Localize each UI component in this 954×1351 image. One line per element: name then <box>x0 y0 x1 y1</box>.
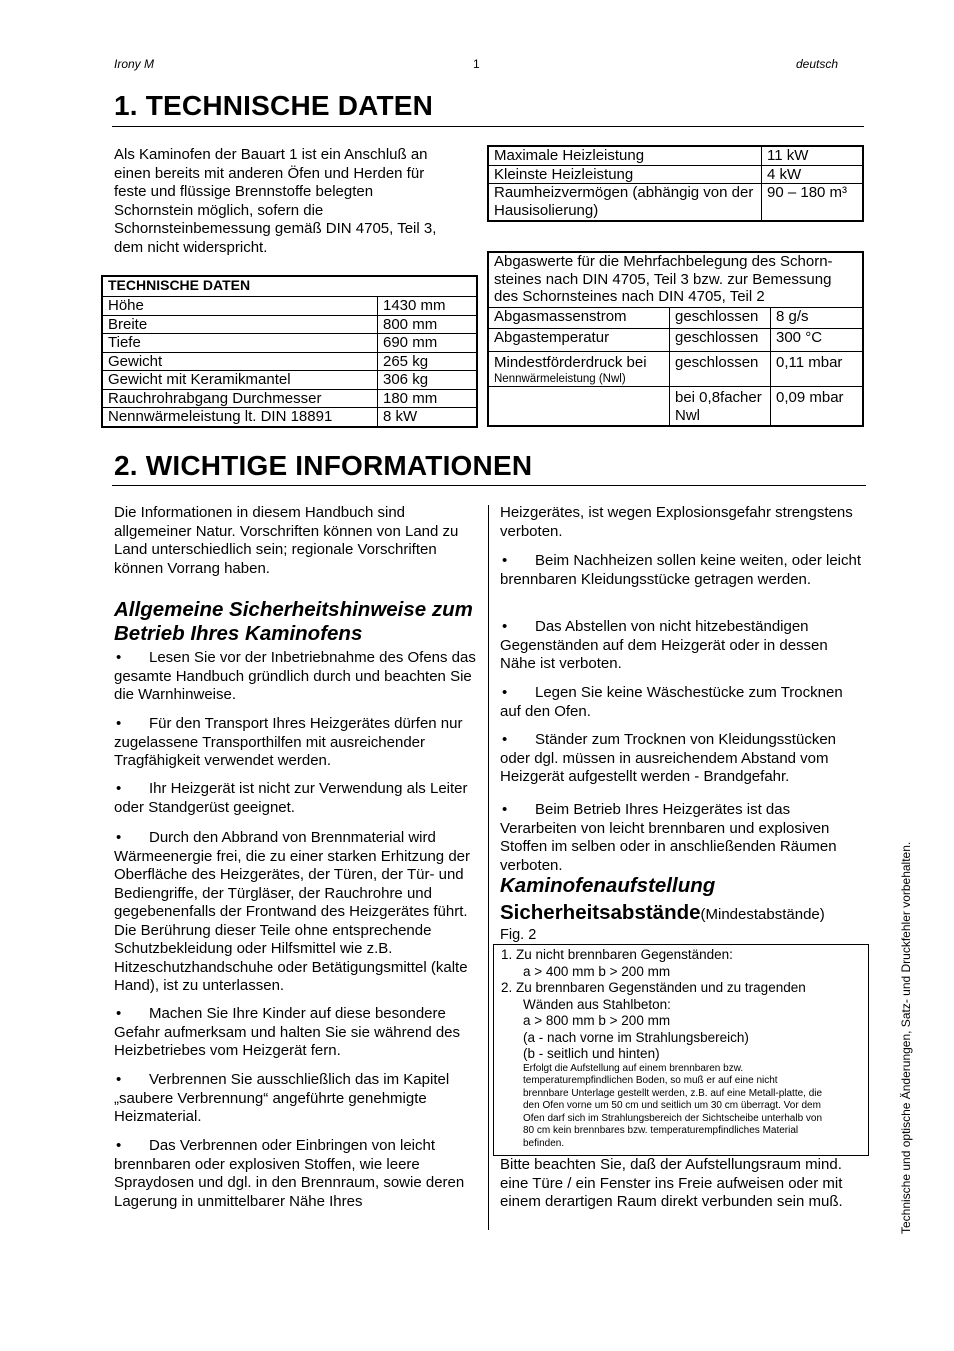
closing-text: Bitte beachten Sie, daß der Aufstellungsraum mind. eine Türe / ein Fenster ins Freie aufweisen oder mit einem derartigen Raum direkt verbunden sein muß. <box>500 1156 843 1210</box>
section1-title: 1. TECHNISCHE DATEN <box>114 90 434 121</box>
exhaust-caption: Abgaswerte für die Mehrfachbelegung des Schorn-steines nach DIN 4705, Teil 3 bzw. zur Bemessung des Schornsteines nach DIN 4705, Teil 2 <box>488 252 863 308</box>
table-row: Nennwärmeleistung lt. DIN 18891 8 kW <box>102 408 477 427</box>
table-row: Höhe 1430 mm <box>102 297 477 316</box>
table-row: Kleinste Heizleistung 4 kW <box>488 165 863 184</box>
table-row: Mindestförderdruck bei Nennwärmeleistung (Nwl) geschlossen 0,11 mbar <box>488 352 863 387</box>
table-row: Abgasmassenstrom geschlossen 8 g/s <box>488 308 863 329</box>
list-item: • Für den Transport Ihres Heizgerätes dürfen nur zugelassene Transporthilfen mit ausreichender Tragfähigkeit verwendet werden. <box>114 715 463 769</box>
section1-intro: Als Kaminofen der Bauart 1 ist ein Anschluß an einen bereits mit anderen Öfen und Herden für feste und flüssige Brennstoffe belegten Schornstein möglich, sofern die Schornsteinbemessung gemäß DIN 4705, Teil 3, dem nicht widerspricht. <box>114 146 437 256</box>
table-row: Raumheizvermögen (abhängig von der Hausisolierung) 90 – 180 m³ <box>488 184 863 222</box>
exhaust-table <box>487 251 864 427</box>
table-row: Tiefe 690 mm <box>102 334 477 353</box>
section2-title: 2. WICHTIGE INFORMATIONEN <box>114 450 533 481</box>
list-item: • Beim Nachheizen sollen keine weiten, oder leicht brennbaren Kleidungsstücke getragen werden. <box>500 552 862 588</box>
list-item: • Das Verbrennen oder Einbringen von leicht brennbaren oder explosiven Stoffen, wie leere Spraydosen und dgl. in den Brennraum, sowie deren Lagerung in unmittelbarer Nähe Ihres <box>114 1137 465 1210</box>
header-product: Irony M <box>114 57 155 71</box>
list-item: • Legen Sie keine Wäschestücke zum Trocknen auf den Ofen. <box>500 684 843 720</box>
fig-label: Fig. 2 <box>500 927 537 943</box>
safety-distance-heading: Sicherheitsabstände(Mindestabstände) <box>500 901 825 924</box>
list-item: • Ihr Heizgerät ist nicht zur Verwendung als Leiter oder Standgerüst geeignet. <box>114 780 468 816</box>
figure-box: 1. Zu nicht brennbaren Gegenständen: a > 400 mm b > 200 mm 2. Zu brennbaren Gegenständen und zu tragenden Wänden aus Stahlbeton: a > 800 mm b > 200 mm (a - nach vorne im Strahlungsbereich) (b - seitlich und hinten) Erfolgt die Aufstellung auf einem brennbaren bzw. temperaturempfindlichen Boden, so muß er auf eine nicht brennbare Unterlage gestellt werden, z.B. auf eine Metall-platte, die den Ofen vorne um 50 cm und seitlich um 30 cm überragt. Vor dem Ofen darf sich im Strahlungsbereich der Sichtscheibe unterhalb von 80 cm kein brennbares bzw. temperaturempfindliches Material befinden. <box>493 944 869 1156</box>
section1-rule <box>112 126 864 127</box>
table-row: Breite 800 mm <box>102 315 477 334</box>
list-item: • Verbrennen Sie ausschließlich das im Kapitel „saubere Verbrennung“ angeführte genehmigte Heizmaterial. <box>114 1071 450 1125</box>
continuation-text: Heizgerätes, ist wegen Explosionsgefahr strengstens verboten. <box>500 504 853 540</box>
column-divider <box>488 505 489 1230</box>
tech-data-table <box>101 275 478 428</box>
table-row: Maximale Heizleistung 11 kW <box>488 146 863 165</box>
list-item: • Das Abstellen von nicht hitzebeständigen Gegenständen auf dem Heizgerät oder in dessen Nähe ist verboten. <box>500 618 828 672</box>
list-item: • Durch den Abbrand von Brennmaterial wird Wärmeenergie frei, die zu einer starken Erhitzung der Oberfläche des Heizgerätes, der Türen, der Tür- und Bediengriffe, der Türgläser, der Rauchrohre und gegebenenfalls der Frontwand des Heizgerätes führt. Die Berührung dieser Teile ohne entsprechende Schutzbekleidung oder Hilfsmittel wie z.B. Hitzeschutzhandschuhe oder Betätigungsmittel (kalte Hand), ist zu unterlassen. <box>114 829 471 994</box>
section2-rule <box>112 485 866 486</box>
page-number: 1 <box>473 57 480 71</box>
setup-heading: Kaminofenaufstellung <box>500 874 716 897</box>
list-item: • Lesen Sie vor der Inbetriebnahme des Ofens das gesamte Handbuch gründlich durch und beachten Sie die Warnhinweise. <box>114 649 476 703</box>
tech-table-header: TECHNISCHE DATEN <box>102 276 477 297</box>
table-row: bei 0,8facher Nwl 0,09 mbar <box>488 387 863 427</box>
table-row: Abgastemperatur geschlossen 300 °C <box>488 329 863 352</box>
list-item: • Beim Betrieb Ihres Heizgerätes ist das Verarbeiten von leicht brennbaren und explosiven Stoffen im selben oder in anschließenden Räumen verboten. <box>500 801 837 874</box>
table-row: Gewicht 265 kg <box>102 352 477 371</box>
section2-intro: Die Informationen in diesem Handbuch sind allgemeiner Natur. Vorschriften können von Land zu Land unterschiedlich sein; regionale Vorschriften können Vorrang haben. <box>114 504 459 577</box>
list-item: • Machen Sie Ihre Kinder auf diese besondere Gefahr aufmerksam und halten Sie sie während des Heizbetriebes vom Heizgerät fern. <box>114 1005 461 1059</box>
table-row: Gewicht mit Keramikmantel 306 kg <box>102 371 477 390</box>
header-language: deutsch <box>796 57 839 71</box>
list-item: • Ständer zum Trocknen von Kleidungsstücken oder dgl. müssen in ausreichendem Abstand vom Heizgerät aufgestellt werden - Brandgefahr. <box>500 731 837 785</box>
side-disclaimer: Technische und optische Änderungen, Satz- und Druckfehler vorbehalten. <box>899 841 913 1234</box>
table-row: Rauchrohrabgang Durchmesser 180 mm <box>102 389 477 408</box>
power-table <box>487 145 864 222</box>
safety-subheading: Allgemeine Sicherheitshinweise zum Betrieb Ihres Kaminofens <box>114 598 473 645</box>
